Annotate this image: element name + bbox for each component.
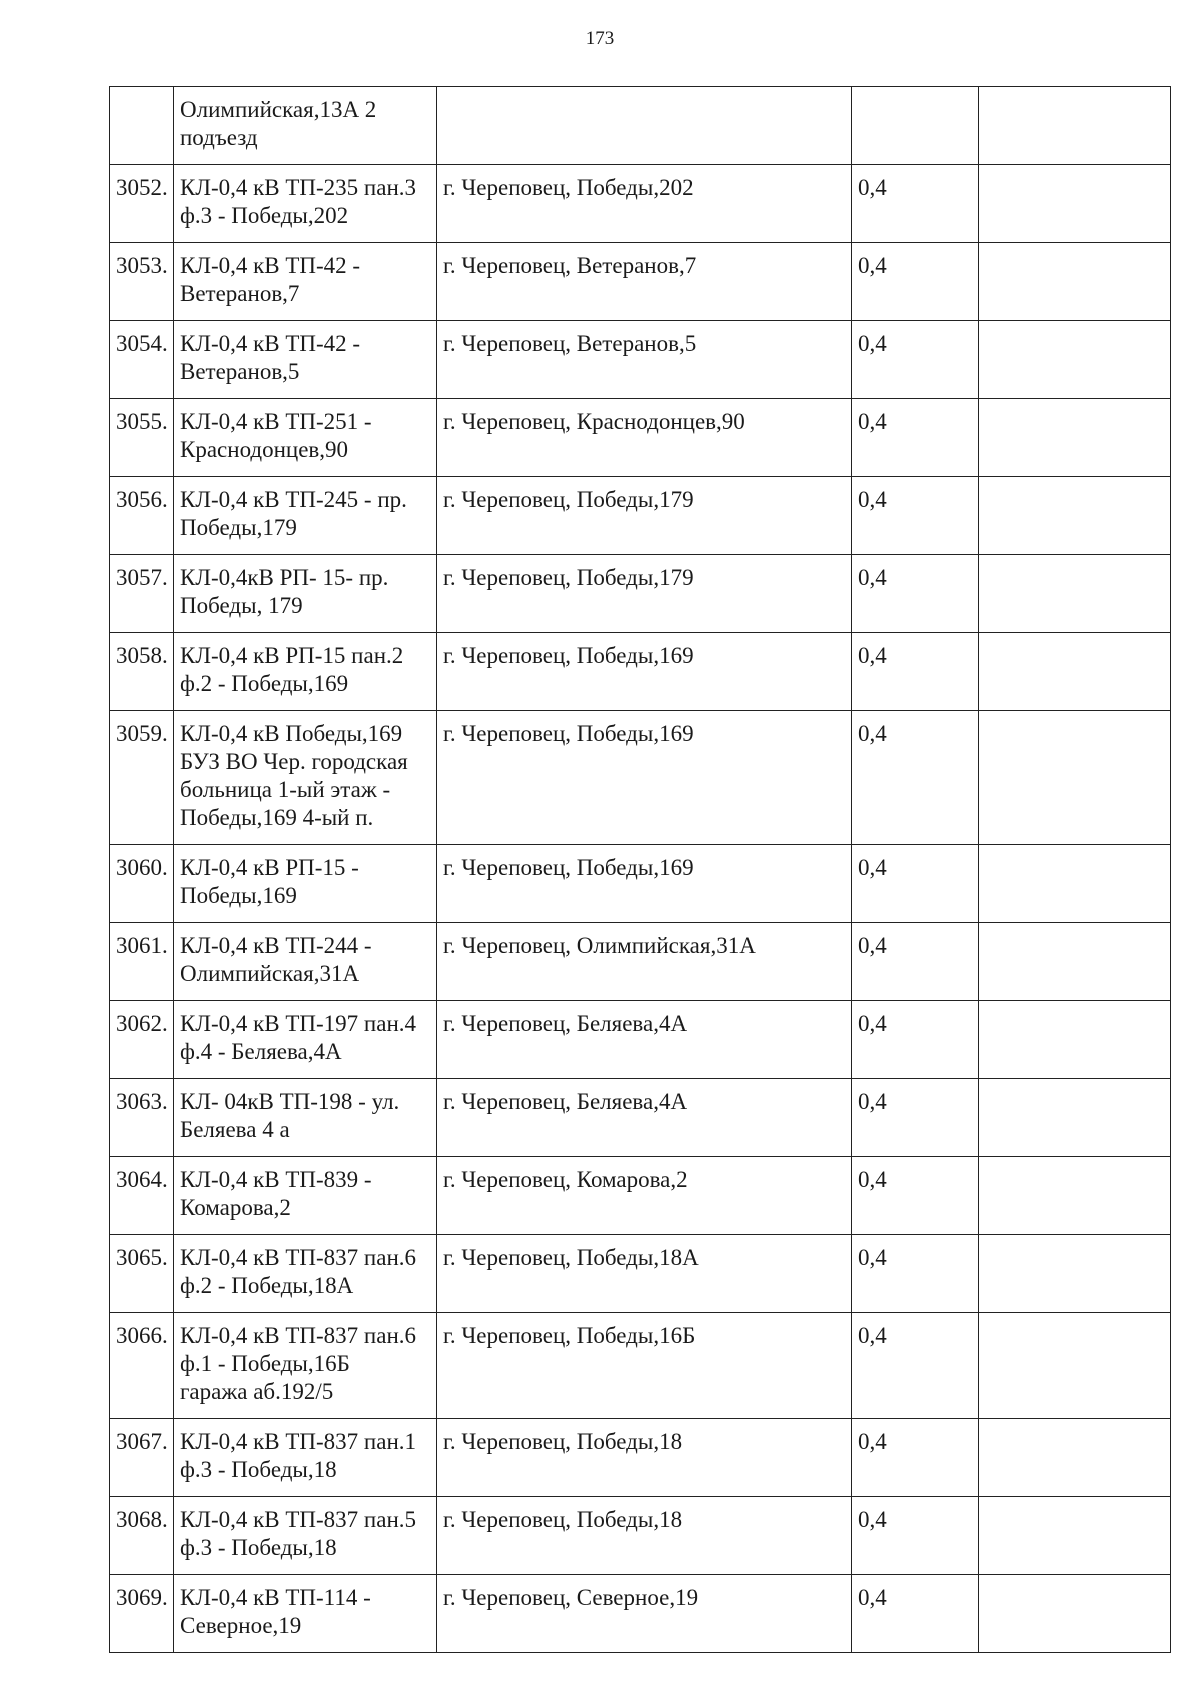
voltage-value: 0,4 <box>852 165 979 243</box>
table-row <box>110 165 1171 243</box>
cable-line-name: КЛ-0,4 кВ ТП-837 пан.6 ф.2 - Победы,18А <box>174 1235 437 1313</box>
location-address: г. Череповец, Комарова,2 <box>437 1157 852 1235</box>
extra-cell <box>979 1313 1171 1419</box>
row-number: 3054. <box>110 321 174 399</box>
extra-cell <box>979 1079 1171 1157</box>
cable-line-name: КЛ-0,4 кВ РП-15 пан.2 ф.2 - Победы,169 <box>174 633 437 711</box>
cable-line-name: КЛ-0,4 кВ ТП-197 пан.4 ф.4 - Беляева,4А <box>174 1001 437 1079</box>
location-address: г. Череповец, Победы,18А <box>437 1235 852 1313</box>
location-address: г. Череповец, Краснодонцев,90 <box>437 399 852 477</box>
row-number: 3061. <box>110 923 174 1001</box>
row-number: 3064. <box>110 1157 174 1235</box>
extra-cell <box>979 555 1171 633</box>
table-row <box>110 633 1171 711</box>
cable-line-name: Олимпийская,13А 2 подъезд <box>174 87 437 165</box>
table-row <box>110 321 1171 399</box>
table-row <box>110 1313 1171 1419</box>
row-number: 3059. <box>110 711 174 845</box>
table-row <box>110 1079 1171 1157</box>
voltage-value: 0,4 <box>852 923 979 1001</box>
registry-table <box>109 86 1171 1653</box>
cable-line-name: КЛ-0,4 кВ ТП-837 пан.5 ф.3 - Победы,18 <box>174 1497 437 1575</box>
location-address: г. Череповец, Победы,179 <box>437 555 852 633</box>
row-number: 3058. <box>110 633 174 711</box>
cable-line-name: КЛ-0,4 кВ ТП-235 пан.3 ф.3 - Победы,202 <box>174 165 437 243</box>
voltage-value: 0,4 <box>852 845 979 923</box>
extra-cell <box>979 477 1171 555</box>
extra-cell <box>979 1497 1171 1575</box>
extra-cell <box>979 87 1171 165</box>
table-row <box>110 1235 1171 1313</box>
row-number: 3063. <box>110 1079 174 1157</box>
extra-cell <box>979 1419 1171 1497</box>
voltage-value: 0,4 <box>852 1313 979 1419</box>
location-address: г. Череповец, Ветеранов,5 <box>437 321 852 399</box>
table-row <box>110 555 1171 633</box>
table-row <box>110 477 1171 555</box>
cable-line-name: КЛ-0,4 кВ ТП-42 - Ветеранов,5 <box>174 321 437 399</box>
extra-cell <box>979 1001 1171 1079</box>
voltage-value: 0,4 <box>852 1235 979 1313</box>
table-row <box>110 923 1171 1001</box>
extra-cell <box>979 165 1171 243</box>
voltage-value: 0,4 <box>852 1001 979 1079</box>
cable-line-name: КЛ-0,4 кВ РП-15 - Победы,169 <box>174 845 437 923</box>
extra-cell <box>979 1235 1171 1313</box>
voltage-value: 0,4 <box>852 1419 979 1497</box>
row-number: 3068. <box>110 1497 174 1575</box>
extra-cell <box>979 1157 1171 1235</box>
cable-line-name: КЛ-0,4кВ РП- 15- пр. Победы, 179 <box>174 555 437 633</box>
row-number: 3062. <box>110 1001 174 1079</box>
table-row <box>110 1157 1171 1235</box>
table-row <box>110 1575 1171 1653</box>
row-number: 3053. <box>110 243 174 321</box>
cable-line-name: КЛ-0,4 кВ ТП-114 - Северное,19 <box>174 1575 437 1653</box>
page-number: 173 <box>585 28 615 49</box>
extra-cell <box>979 845 1171 923</box>
location-address <box>437 87 852 165</box>
row-number: 3055. <box>110 399 174 477</box>
extra-cell <box>979 923 1171 1001</box>
cable-line-name: КЛ-0,4 кВ ТП-244 - Олимпийская,31А <box>174 923 437 1001</box>
voltage-value: 0,4 <box>852 1157 979 1235</box>
cable-line-name: КЛ-0,4 кВ ТП-251 - Краснодонцев,90 <box>174 399 437 477</box>
table-row <box>110 243 1171 321</box>
cable-line-name: КЛ-0,4 кВ ТП-839 - Комарова,2 <box>174 1157 437 1235</box>
registry-table-body <box>110 87 1171 1653</box>
table-row <box>110 1419 1171 1497</box>
extra-cell <box>979 243 1171 321</box>
location-address: г. Череповец, Победы,18 <box>437 1419 852 1497</box>
voltage-value <box>852 87 979 165</box>
row-number: 3066. <box>110 1313 174 1419</box>
voltage-value: 0,4 <box>852 633 979 711</box>
table-row <box>110 845 1171 923</box>
row-number: 3056. <box>110 477 174 555</box>
row-number: 3060. <box>110 845 174 923</box>
voltage-value: 0,4 <box>852 477 979 555</box>
voltage-value: 0,4 <box>852 399 979 477</box>
table-row <box>110 87 1171 165</box>
row-number: 3052. <box>110 165 174 243</box>
cable-line-name: КЛ-0,4 кВ ТП-837 пан.1 ф.3 - Победы,18 <box>174 1419 437 1497</box>
voltage-value: 0,4 <box>852 1079 979 1157</box>
extra-cell <box>979 1575 1171 1653</box>
location-address: г. Череповец, Северное,19 <box>437 1575 852 1653</box>
location-address: г. Череповец, Победы,169 <box>437 711 852 845</box>
table-row <box>110 711 1171 845</box>
extra-cell <box>979 399 1171 477</box>
location-address: г. Череповец, Победы,169 <box>437 845 852 923</box>
cable-line-name: КЛ-0,4 кВ Победы,169 БУЗ ВО Чер. городская больница 1-ый этаж - Победы,169 4-ый п. <box>174 711 437 845</box>
table-row <box>110 399 1171 477</box>
voltage-value: 0,4 <box>852 711 979 845</box>
row-number: 3065. <box>110 1235 174 1313</box>
table-row <box>110 1497 1171 1575</box>
cable-line-name: КЛ-0,4 кВ ТП-245 - пр. Победы,179 <box>174 477 437 555</box>
location-address: г. Череповец, Победы,18 <box>437 1497 852 1575</box>
cable-line-name: КЛ- 04кВ ТП-198 - ул. Беляева 4 а <box>174 1079 437 1157</box>
table-row <box>110 1001 1171 1079</box>
cable-line-name: КЛ-0,4 кВ ТП-837 пан.6 ф.1 - Победы,16Б гаража аб.192/5 <box>174 1313 437 1419</box>
voltage-value: 0,4 <box>852 1575 979 1653</box>
cable-line-name: КЛ-0,4 кВ ТП-42 - Ветеранов,7 <box>174 243 437 321</box>
location-address: г. Череповец, Ветеранов,7 <box>437 243 852 321</box>
row-number: 3067. <box>110 1419 174 1497</box>
location-address: г. Череповец, Победы,179 <box>437 477 852 555</box>
location-address: г. Череповец, Беляева,4А <box>437 1001 852 1079</box>
location-address: г. Череповец, Победы,202 <box>437 165 852 243</box>
voltage-value: 0,4 <box>852 555 979 633</box>
location-address: г. Череповец, Победы,169 <box>437 633 852 711</box>
location-address: г. Череповец, Победы,16Б <box>437 1313 852 1419</box>
voltage-value: 0,4 <box>852 321 979 399</box>
row-number <box>110 87 174 165</box>
voltage-value: 0,4 <box>852 243 979 321</box>
extra-cell <box>979 711 1171 845</box>
extra-cell <box>979 633 1171 711</box>
row-number: 3069. <box>110 1575 174 1653</box>
extra-cell <box>979 321 1171 399</box>
location-address: г. Череповец, Беляева,4А <box>437 1079 852 1157</box>
voltage-value: 0,4 <box>852 1497 979 1575</box>
row-number: 3057. <box>110 555 174 633</box>
location-address: г. Череповец, Олимпийская,31А <box>437 923 852 1001</box>
